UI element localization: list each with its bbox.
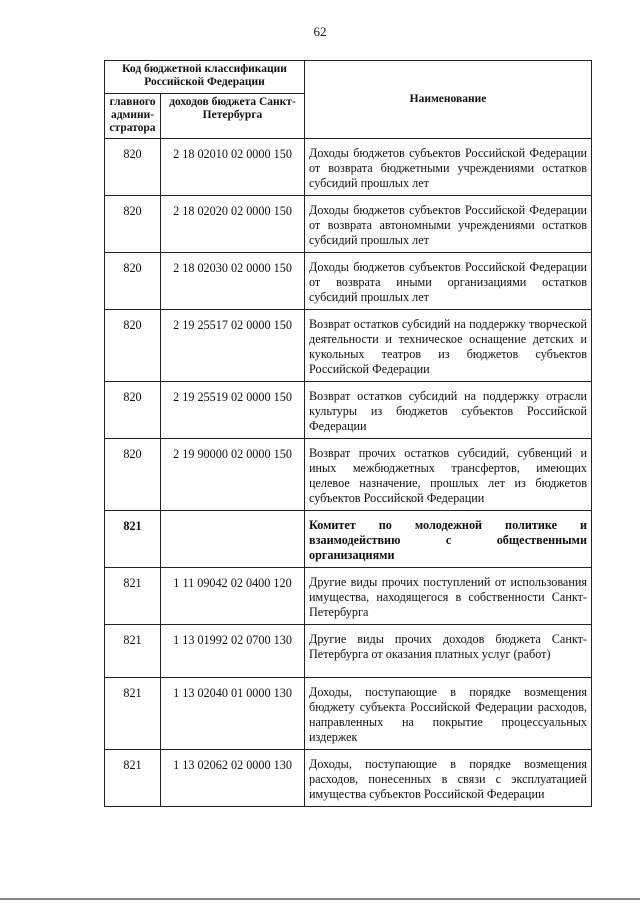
- admin-code-cell: 820: [105, 382, 161, 439]
- header-code-column: доходов бюджета Санкт-Петербурга: [161, 94, 305, 139]
- table-row: [105, 568, 592, 625]
- admin-code-cell: 820: [105, 139, 161, 196]
- admin-code-cell: 821: [105, 511, 161, 568]
- table-row: [105, 625, 592, 678]
- table-row: [105, 382, 592, 439]
- header-admin-column: главного админи-стратора: [105, 94, 161, 139]
- admin-code-cell: 821: [105, 678, 161, 750]
- name-cell: Другие виды прочих поступлений от использования имущества, находящегося в собственности Санкт-Петербурга: [305, 568, 592, 625]
- table-row: [105, 139, 592, 196]
- name-cell: Возврат остатков субсидий на поддержку отрасли культуры из бюджетов субъектов Российской Федерации: [305, 382, 592, 439]
- income-code-cell: 1 13 02040 01 0000 130: [161, 678, 305, 750]
- admin-code-cell: 821: [105, 750, 161, 807]
- admin-code-cell: 821: [105, 625, 161, 678]
- table-row: [105, 253, 592, 310]
- name-cell: Доходы бюджетов субъектов Российской Федерации от возврата автономными учреждениями остатков субсидий прошлых лет: [305, 196, 592, 253]
- section-name-cell: Комитет по молодежной политике и взаимодействию с общественными организациями: [305, 511, 592, 568]
- income-code-cell: 2 19 25517 02 0000 150: [161, 310, 305, 382]
- table-row: [105, 750, 592, 807]
- income-code-cell: 1 13 01992 02 0700 130: [161, 625, 305, 678]
- page-bottom-edge: [0, 898, 640, 900]
- table-row-section: [105, 511, 592, 568]
- admin-code-cell: 820: [105, 196, 161, 253]
- table-row: [105, 196, 592, 253]
- income-code-cell: 2 19 90000 02 0000 150: [161, 439, 305, 511]
- budget-classification-table: [104, 60, 592, 807]
- admin-code-cell: 821: [105, 568, 161, 625]
- name-cell: Возврат остатков субсидий на поддержку творческой деятельности и техническое оснащение детских и кукольных театров из бюджетов субъектов Российской Федерации: [305, 310, 592, 382]
- name-cell: Возврат прочих остатков субсидий, субвенций и иных межбюджетных трансфертов, имеющих целевое назначение, прошлых лет из бюджетов субъектов Российской Федерации: [305, 439, 592, 511]
- income-code-cell: 2 18 02020 02 0000 150: [161, 196, 305, 253]
- header-name-column: Наименование: [305, 61, 592, 139]
- income-code-cell: 2 19 25519 02 0000 150: [161, 382, 305, 439]
- income-code-cell: 2 18 02030 02 0000 150: [161, 253, 305, 310]
- name-cell: Доходы, поступающие в порядке возмещения расходов, понесенных в связи с эксплуатацией имущества субъектов Российской Федерации: [305, 750, 592, 807]
- income-code-cell: 1 13 02062 02 0000 130: [161, 750, 305, 807]
- table-header-row: [105, 61, 592, 94]
- table-row: [105, 439, 592, 511]
- admin-code-cell: 820: [105, 439, 161, 511]
- name-cell: Доходы бюджетов субъектов Российской Федерации от возврата иными организациями остатков субсидий прошлых лет: [305, 253, 592, 310]
- admin-code-cell: 820: [105, 253, 161, 310]
- page-number: 62: [313, 24, 327, 39]
- header-group-title: Код бюджетной классификации Российской Федерации: [105, 61, 305, 94]
- name-cell: Доходы бюджетов субъектов Российской Федерации от возврата бюджетными учреждениями остатков субсидий прошлых лет: [305, 139, 592, 196]
- income-code-cell: 1 11 09042 02 0400 120: [161, 568, 305, 625]
- income-code-cell: 2 18 02010 02 0000 150: [161, 139, 305, 196]
- admin-code-cell: 820: [105, 310, 161, 382]
- table-row: [105, 678, 592, 750]
- table-row: [105, 310, 592, 382]
- income-code-cell: [161, 511, 305, 568]
- name-cell: Доходы, поступающие в порядке возмещения бюджету субъекта Российской Федерации расходов, направленных на покрытие процессуальных издержек: [305, 678, 592, 750]
- name-cell: Другие виды прочих доходов бюджета Санкт-Петербурга от оказания платных услуг (работ): [305, 625, 592, 678]
